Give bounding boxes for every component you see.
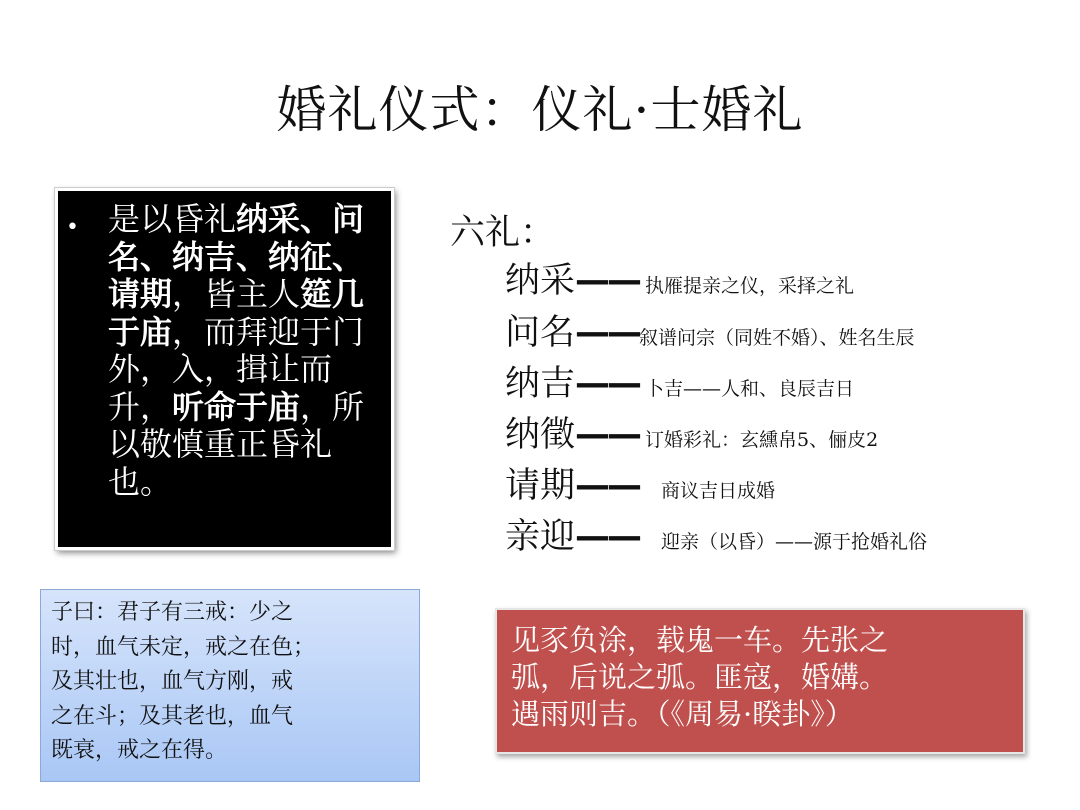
rite-item [505,509,927,559]
quote-part: 是以昏礼 [108,200,237,238]
confucius-quote-box [40,589,420,782]
quote-part: ，皆主人 [172,275,301,313]
rite-desc: 商议吉日成婚 [661,480,776,502]
rite-dash: —— [575,466,640,506]
liji-quote-box [55,188,394,550]
zhouyi-quote-box [495,608,1025,754]
quote-part: ，所以敬慎重正昏礼也。 [108,387,365,501]
confucius-line: 及其壮也，血气方刚，戒 [51,669,294,694]
rite-item [505,356,854,406]
six-rites-heading: 六礼： [450,213,556,253]
quote-part-bold: 听命于庙 [172,387,301,426]
rite-dash: —— [575,415,640,455]
slide-title: 婚礼仪式：仪礼·士婚礼 [276,81,804,139]
zhouyi-line: 见豕负涂，载鬼一车。先张之 [511,623,889,657]
rite-name: 请期 [505,466,576,506]
rite-name: 问名 [505,313,576,353]
zhouyi-line: 遇雨则吉。（《周易·睽卦》） [511,697,854,731]
rite-item [505,253,854,303]
rite-name: 纳采 [505,261,576,301]
bullet-point: • [66,215,79,240]
rite-desc: 迎亲（以昏）——源于抢婚礼俗 [661,531,928,553]
liji-quote-text [108,201,383,501]
rite-name: 纳徵 [505,415,576,455]
rite-desc: 执雁提亲之仪，采择之礼 [645,275,855,297]
rite-dash: —— [575,517,640,557]
rite-name: 纳吉 [505,364,576,404]
rite-desc: 叙谱问宗（同姓不婚）、姓名生辰 [639,327,915,349]
rite-desc: 订婚彩礼：玄纁帛5、俪皮2 [645,429,879,451]
confucius-line: 之在斗；及其老也，血气 [51,703,294,729]
rite-desc: 卜吉——人和、良辰吉日 [645,378,855,400]
rite-dash: —— [575,313,640,353]
rite-dash: —— [575,364,640,404]
zhouyi-line: 弧，后说之弧。匪寇，婚媾。 [511,660,889,694]
confucius-line: 子曰：君子有三戒：少之 [51,600,294,625]
rite-name: 亲迎 [505,517,576,557]
confucius-line: 时，血气未定，戒之在色； [51,634,316,660]
rite-item [505,407,878,457]
confucius-line: 既衰，戒之在得。 [51,738,228,763]
quote-part: ，而拜迎于门外，入，揖让而升， [108,312,365,426]
quote-part-bold: 筵几于庙 [108,275,365,351]
rite-item [505,458,775,508]
quote-part-bold: 纳采、问名、纳吉、纳征、请期 [108,200,365,313]
rite-item [505,305,915,355]
rite-dash: —— [575,261,640,301]
